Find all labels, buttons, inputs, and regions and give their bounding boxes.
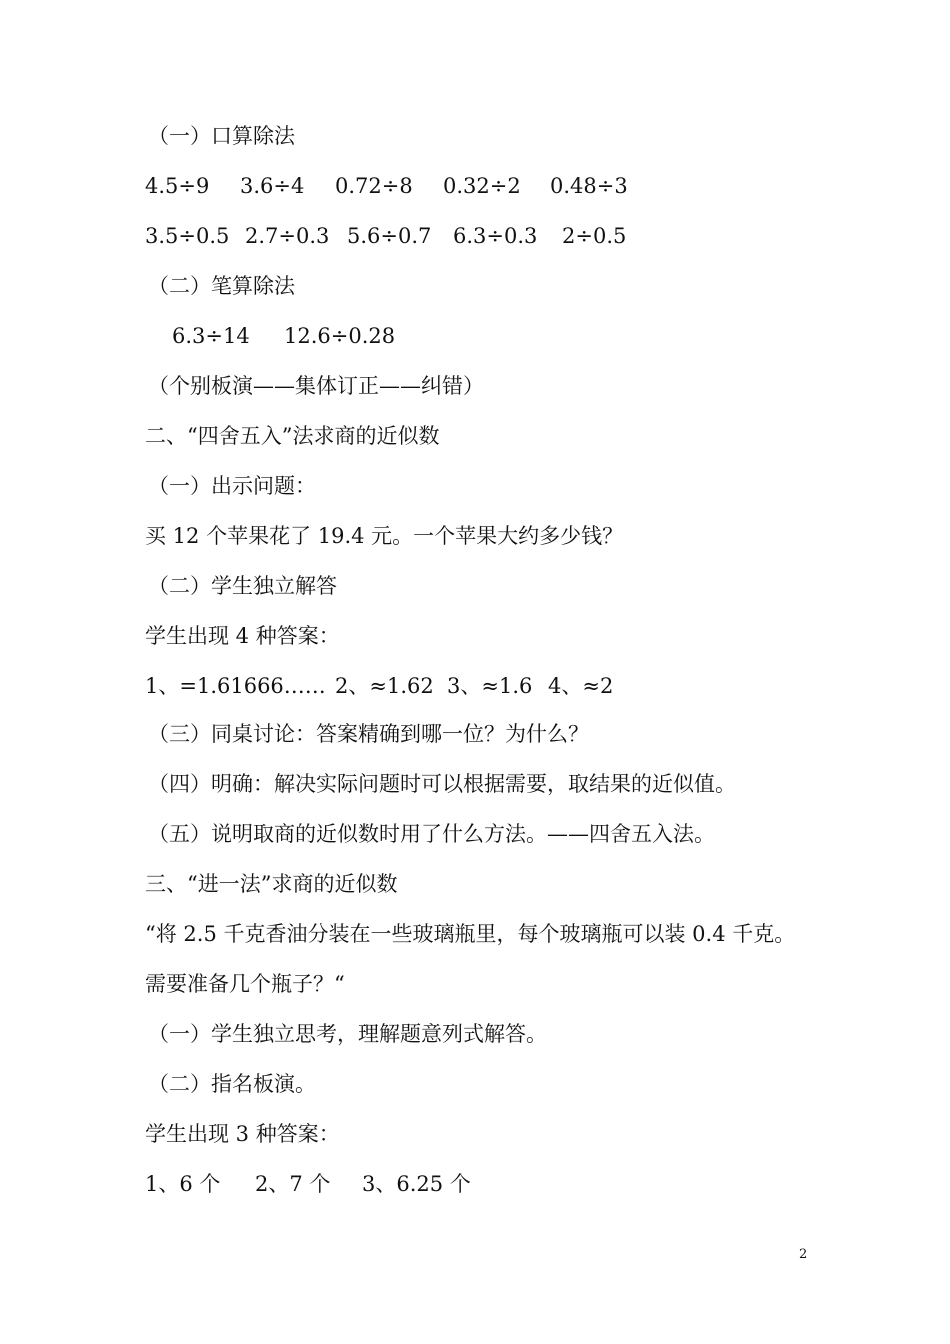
problem-sesame-oil-question: 需要准备几个瓶子？“ (145, 972, 345, 996)
section-heading-rounding: 二、“四舍五入”法求商的近似数 (145, 424, 440, 448)
expression: 12.6÷0.28 (284, 324, 396, 348)
expression: 0.72÷8 (335, 174, 413, 198)
section-heading-round-up: 三、“进一法”求商的近似数 (145, 872, 398, 896)
expression: 6.3÷14 (172, 324, 250, 348)
answer-option: 2、≈1.62 (335, 674, 434, 698)
board-demo-item: （二）指名板演。 (148, 1072, 316, 1096)
independent-think-item: （一）学生独立思考，理解题意列式解答。 (148, 1022, 547, 1046)
method-item: （五）说明取商的近似数时用了什么方法。——四舍五入法。 (148, 822, 715, 846)
heading-written-division: （二）笔算除法 (148, 274, 295, 298)
expression: 3.5÷0.5 (145, 224, 230, 248)
answer-option: 4、≈2 (548, 674, 614, 698)
three-answers-intro: 学生出现 3 种答案： (145, 1122, 340, 1146)
subheading-independent-answer: （二）学生独立解答 (148, 574, 337, 598)
expression: 5.6÷0.7 (347, 224, 432, 248)
answer-option: 2、7 个 (255, 1172, 331, 1196)
answer-option: 3、6.25 个 (362, 1172, 471, 1196)
subheading-show-problem: （一）出示问题： (148, 474, 316, 498)
expression: 3.6÷4 (240, 174, 305, 198)
expression: 2÷0.5 (562, 224, 627, 248)
discussion-item: （三）同桌讨论：答案精确到哪一位？为什么？ (148, 722, 589, 746)
page-number: 2 (799, 1247, 808, 1262)
problem-apples: 买 12 个苹果花了 19.4 元。一个苹果大约多少钱？ (145, 524, 624, 548)
expression: 0.32÷2 (443, 174, 521, 198)
heading-oral-division: （一）口算除法 (148, 124, 295, 148)
board-note: （个别板演——集体订正——纠错） (148, 374, 484, 398)
answer-option: 1、=1.61666…… (145, 674, 326, 698)
problem-sesame-oil: “将 2.5 千克香油分装在一些玻璃瓶里，每个玻璃瓶可以装 0.4 千克。 (145, 922, 796, 946)
clarify-item: （四）明确：解决实际问题时可以根据需要，取结果的近似值。 (148, 772, 736, 796)
answer-option: 1、6 个 (145, 1172, 221, 1196)
expression: 2.7÷0.3 (245, 224, 330, 248)
expression: 6.3÷0.3 (453, 224, 538, 248)
four-answers-intro: 学生出现 4 种答案： (145, 624, 340, 648)
expression: 0.48÷3 (550, 174, 628, 198)
expression: 4.5÷9 (145, 174, 210, 198)
answer-option: 3、≈1.6 (447, 674, 533, 698)
